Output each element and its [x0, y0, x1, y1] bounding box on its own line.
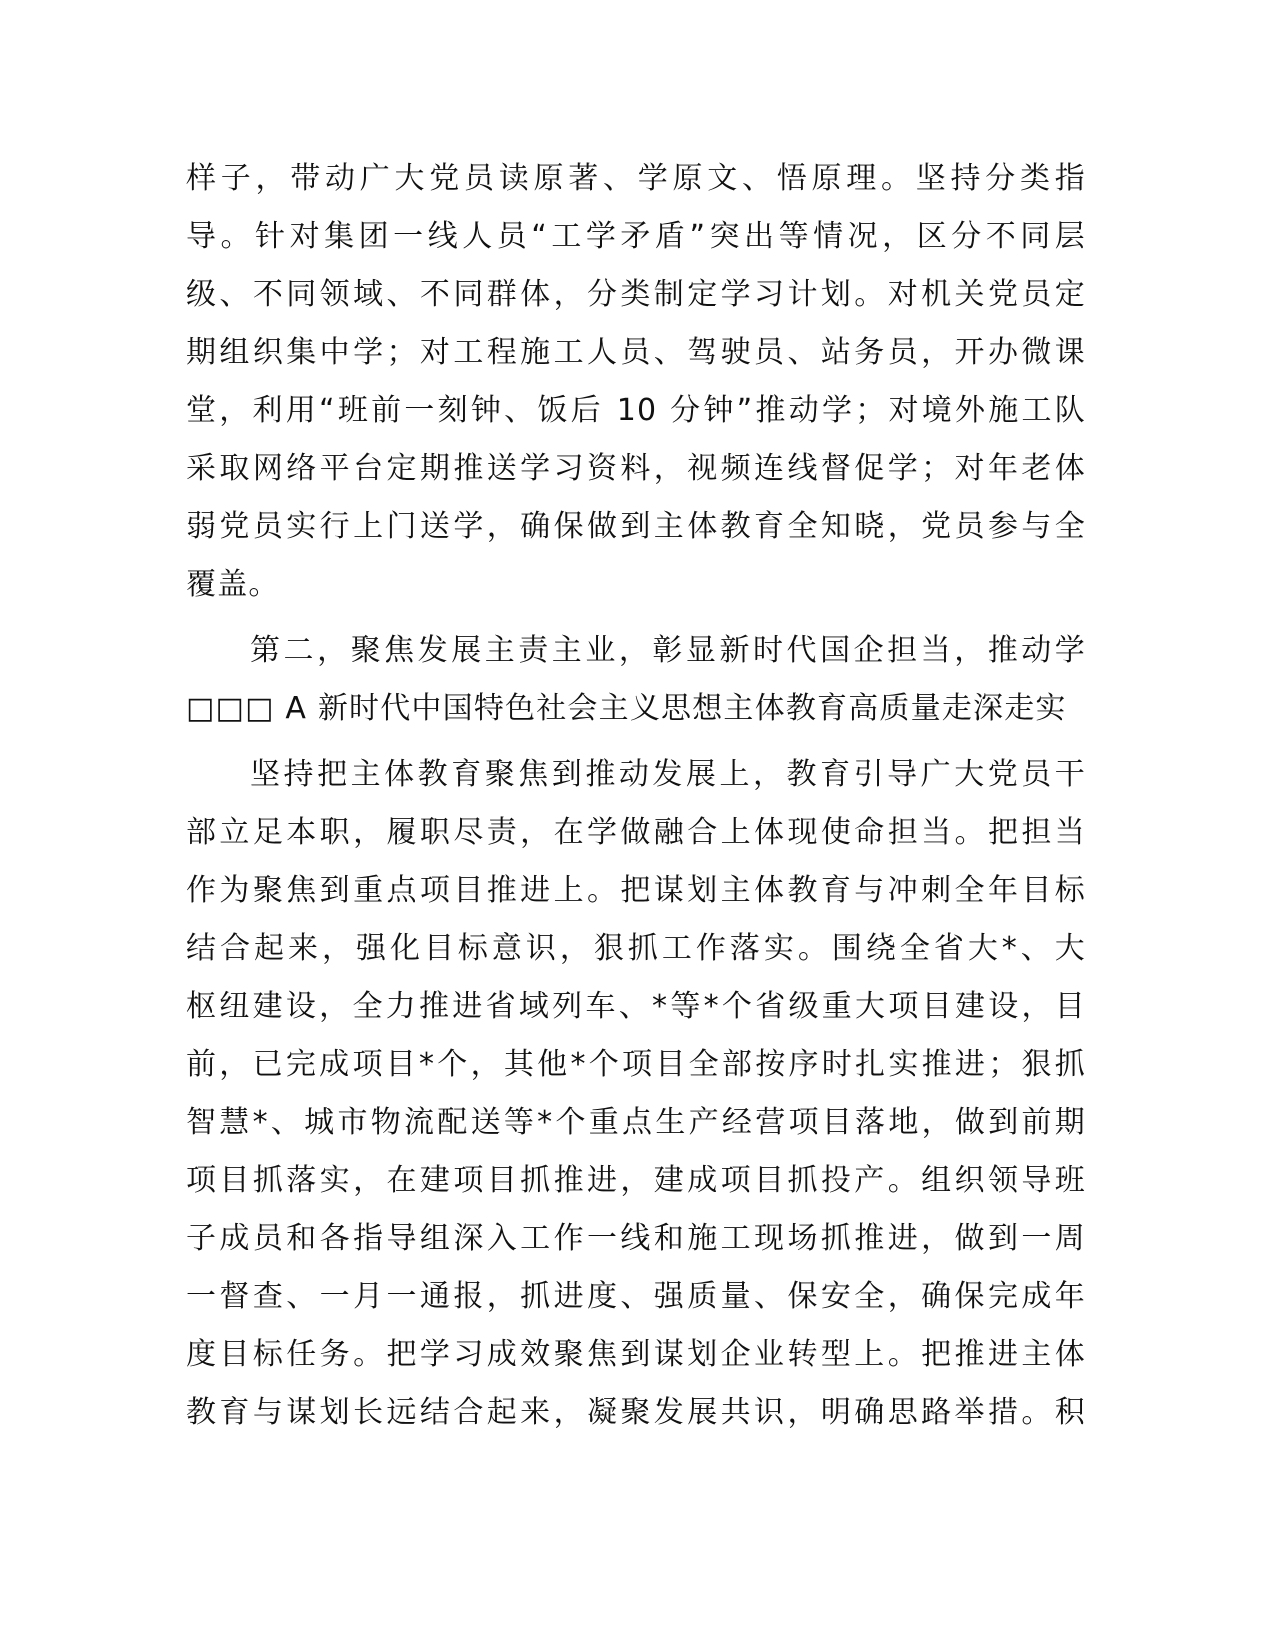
body-text — [186, 150, 1086, 1442]
text-line: 弱党员实行上门送学，确保做到主体教育全知晓，党员参与全 — [186, 509, 1086, 544]
text-line: 枢纽建设，全力推进省域列车、*等*个省级重大项目建设，目 — [186, 989, 1086, 1024]
text-line: 度目标任务。把学习成效聚焦到谋划企业转型上。把推进主体 — [186, 1337, 1086, 1372]
text-line: 样子，带动广大党员读原著、学原文、悟原理。坚持分类指 — [186, 161, 1086, 196]
text-line: 堂，利用“班前一刻钟、饭后 10 分钟”推动学；对境外施工队 — [186, 393, 1086, 428]
text-line: 结合起来，强化目标意识，狠抓工作落实。围绕全省大*、大 — [186, 931, 1086, 966]
text-line: 一督查、一月一通报，抓进度、强质量、保安全，确保完成年 — [186, 1279, 1086, 1314]
text-line: 期组织集中学；对工程施工人员、驾驶员、站务员，开办微课 — [186, 335, 1086, 370]
text-line: 坚持把主体教育聚焦到推动发展上，教育引导广大党员干 — [250, 757, 1086, 792]
text-line: 覆盖。 — [186, 567, 280, 602]
text-line: 项目抓落实，在建项目抓推进，建成项目抓投产。组织领导班 — [186, 1163, 1086, 1198]
paragraph-3 — [186, 746, 1086, 1442]
text-line: 采取网络平台定期推送学习资料，视频连线督促学；对年老体 — [186, 451, 1086, 486]
text-line: 作为聚焦到重点项目推进上。把谋划主体教育与冲刺全年目标 — [186, 873, 1086, 908]
text-line: 级、不同领域、不同群体，分类制定学习计划。对机关党员定 — [186, 277, 1086, 312]
paragraph-1 — [186, 150, 1086, 614]
text-line: 部立足本职，履职尽责，在学做融合上体现使命担当。把担当 — [186, 815, 1086, 850]
text-line: 智慧*、城市物流配送等*个重点生产经营项目落地，做到前期 — [186, 1105, 1086, 1140]
text-line: 第二，聚焦发展主责主业，彰显新时代国企担当，推动学 — [250, 633, 1086, 668]
paragraph-2-heading — [186, 622, 1086, 738]
text-line: □□□ A 新时代中国特色社会主义思想主体教育高质量走深走实 — [186, 691, 1067, 726]
text-line: 子成员和各指导组深入工作一线和施工现场抓推进，做到一周 — [186, 1221, 1086, 1256]
text-line: 教育与谋划长远结合起来，凝聚发展共识，明确思路举措。积 — [186, 1395, 1086, 1430]
text-line: 前，已完成项目*个，其他*个项目全部按序时扎实推进；狠抓 — [186, 1047, 1086, 1082]
text-line: 导。针对集团一线人员“工学矛盾”突出等情况，区分不同层 — [186, 219, 1086, 254]
